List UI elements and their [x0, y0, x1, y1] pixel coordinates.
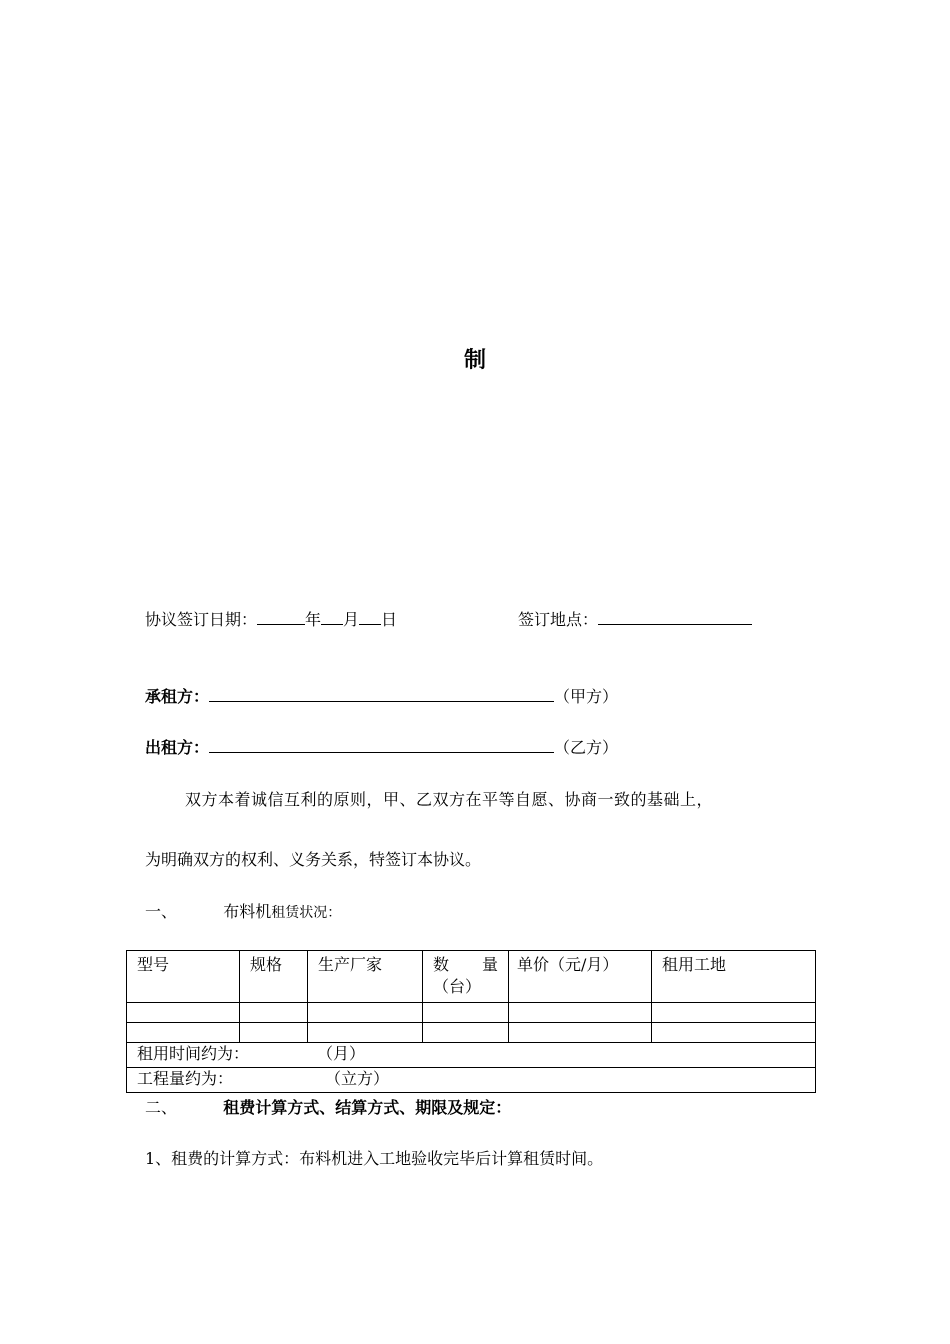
month-label: 月	[343, 610, 360, 629]
signing-place-line	[518, 608, 752, 631]
lessor-blank[interactable]	[209, 736, 554, 753]
table-cell[interactable]	[509, 1023, 652, 1043]
rental-table	[126, 950, 816, 1093]
document-title: 制	[463, 348, 486, 373]
table-row	[127, 1023, 816, 1043]
lessor-suffix: （乙方）	[554, 738, 619, 757]
duration-row	[127, 1043, 816, 1068]
clause-1: 1、租费的计算方式：布料机进入工地验收完毕后计算租赁时间。	[145, 1149, 604, 1168]
day-blank[interactable]	[359, 608, 381, 625]
date-label: 协议签订日期：	[145, 610, 258, 629]
header-quantity-unit: （台）	[433, 977, 482, 996]
duration-cell[interactable]	[127, 1043, 816, 1068]
place-label: 签订地点：	[518, 610, 599, 629]
header-quantity-top: 数 量	[433, 955, 498, 974]
table-cell[interactable]	[652, 1023, 816, 1043]
lessor-label: 出租方：	[145, 738, 210, 757]
duration-unit: （月）	[317, 1044, 366, 1063]
header-model: 型号	[127, 951, 240, 1003]
table-cell[interactable]	[423, 1023, 509, 1043]
lessee-label: 承租方：	[145, 687, 210, 706]
section-1-title-a: 布料机	[223, 902, 272, 921]
section-1-heading	[145, 901, 341, 924]
lessee-suffix: （甲方）	[554, 687, 619, 706]
lessee-blank[interactable]	[209, 685, 554, 702]
table-cell[interactable]	[652, 1003, 816, 1023]
header-manufacturer: 生产厂家	[308, 951, 423, 1003]
day-label: 日	[381, 610, 398, 629]
table-cell[interactable]	[127, 1023, 240, 1043]
section-1-number: 一、	[145, 902, 178, 921]
table-cell[interactable]	[423, 1003, 509, 1023]
volume-unit: （立方）	[325, 1069, 390, 1088]
section-2-heading	[145, 1097, 511, 1119]
lessee-line	[145, 685, 618, 708]
header-quantity	[423, 951, 509, 1003]
year-blank[interactable]	[257, 608, 305, 625]
header-site: 租用工地	[652, 951, 816, 1003]
table-cell[interactable]	[308, 1003, 423, 1023]
lessor-line	[145, 736, 618, 759]
table-header-row	[127, 951, 816, 1003]
section-1-title-b: 租赁状况：	[271, 905, 342, 921]
intro-line-2: 为明确双方的权利、义务关系，特签订本协议。	[145, 850, 482, 869]
header-spec: 规格	[240, 951, 308, 1003]
volume-cell[interactable]	[127, 1068, 816, 1093]
section-2-title: 租费计算方式、结算方式、期限及规定：	[223, 1098, 512, 1117]
table-cell[interactable]	[240, 1003, 308, 1023]
place-blank[interactable]	[598, 608, 752, 625]
intro-line-1: 双方本着诚信互利的原则，甲、乙双方在平等自愿、协商一致的基础上，	[185, 790, 714, 809]
table-cell[interactable]	[308, 1023, 423, 1043]
year-label: 年	[305, 610, 322, 629]
table-cell[interactable]	[240, 1023, 308, 1043]
section-2-number: 二、	[145, 1098, 178, 1117]
volume-label: 工程量约为：	[137, 1069, 234, 1088]
duration-label: 租用时间约为：	[137, 1044, 250, 1063]
header-unit-price: 单价（元/月）	[509, 951, 652, 1003]
month-blank[interactable]	[321, 608, 343, 625]
table-cell[interactable]	[127, 1003, 240, 1023]
volume-row	[127, 1068, 816, 1093]
agreement-date-line	[145, 608, 397, 631]
table-row	[127, 1003, 816, 1023]
table-cell[interactable]	[509, 1003, 652, 1023]
